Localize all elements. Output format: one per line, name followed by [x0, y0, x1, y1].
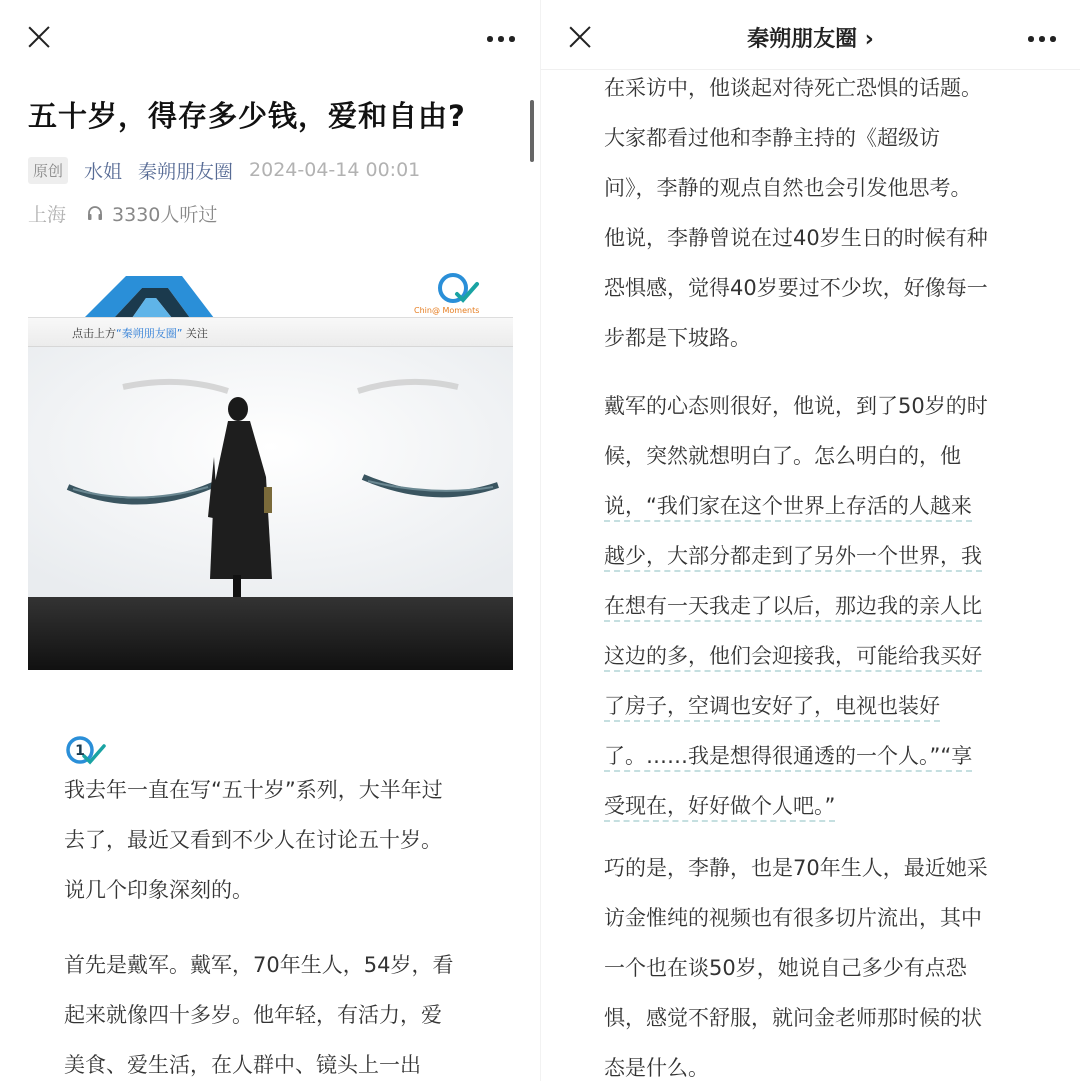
text-line: 美食、爱生活，在人群中、镜头上一出 — [64, 1053, 421, 1077]
scrollbar[interactable] — [530, 100, 534, 162]
quote-text: 了房子，空调也安好了，电视也装好 — [604, 694, 940, 722]
original-badge: 原创 — [28, 157, 68, 184]
article-meta — [28, 155, 420, 185]
publish-date: 2024-04-14 00:01 — [249, 159, 421, 181]
quote-text: 在想有一天我走了以后，那边我的亲人比 — [604, 594, 982, 622]
svg-text:1: 1 — [75, 743, 85, 759]
text-line: 他说，李静曾说在过40岁生日的时候有种 — [604, 226, 988, 250]
text-line: 恐惧感，觉得40岁要过不少坎，好像每一 — [604, 276, 988, 300]
paragraph — [64, 765, 443, 915]
paragraph — [604, 381, 988, 831]
location: 上海 — [28, 203, 67, 226]
text-line: 大家都看过他和李静主持的《超级访 — [604, 126, 940, 150]
paragraph — [604, 843, 988, 1081]
text-line: 首先是戴军。戴军，70年生人，54岁，看 — [64, 953, 454, 977]
cover-photo — [28, 347, 513, 670]
paragraph — [64, 940, 453, 1081]
close-icon[interactable] — [26, 24, 52, 50]
text-line: 态是什么。 — [604, 1056, 709, 1080]
text-line: 一个也在谈50岁，她说自己多少有点恐 — [604, 956, 967, 980]
text-line — [604, 581, 988, 631]
text-line: 去了，最近又看到不少人在讨论五十岁。 — [64, 828, 442, 852]
article-panel-right — [541, 0, 1080, 1081]
quote-text: 受现在，好好做个人吧。” — [604, 794, 835, 822]
text-line — [604, 681, 988, 731]
text-line: 起来就像四十多岁。他年轻，有活力，爱 — [64, 1003, 442, 1027]
text-line: 戴军的心态则很好，他说，到了50岁的时 — [604, 394, 988, 418]
paragraph — [604, 63, 988, 363]
text-line: 我去年一直在写“五十岁”系列，大半年过 — [64, 778, 443, 802]
text-line — [604, 631, 988, 681]
author-link[interactable]: 水姐 — [84, 160, 123, 183]
more-icon[interactable] — [1028, 36, 1058, 42]
top-bar — [541, 0, 1080, 70]
text-line: 步都是下坡路。 — [604, 326, 751, 350]
listen-count: 3330人听过 — [112, 203, 218, 226]
follow-banner-text: 点击上方“秦朔朋友圈” 关注 — [72, 327, 208, 340]
text-line: 惧，感觉不舒服，就问金老师那时候的状 — [604, 1006, 982, 1030]
follow-banner — [28, 317, 513, 347]
cover-image — [28, 272, 513, 670]
cover-header — [28, 272, 513, 347]
more-icon[interactable] — [487, 36, 517, 42]
section-number-icon — [64, 734, 108, 766]
account-link[interactable]: 秦朔朋友圈 — [138, 160, 234, 183]
text-line: 问》，李静的观点自然也会引发他思考。 — [604, 176, 972, 200]
text-line: 在采访中，他谈起对待死亡恐惧的话题。 — [604, 76, 982, 100]
text-line — [604, 481, 988, 531]
logo-text: Chin@ Moments — [414, 306, 480, 315]
text-line — [604, 531, 988, 581]
logo-icon — [433, 272, 481, 308]
headphone-icon — [86, 204, 104, 222]
article-title: 五十岁，得存多少钱，爱和自由? — [28, 99, 466, 133]
top-bar — [0, 0, 540, 70]
logo-roof-icon — [84, 274, 214, 318]
quote-text: 说，“我们家在这个世界上存活的人越来 — [604, 494, 972, 522]
text-line — [604, 781, 988, 831]
quote-text: 这边的多，他们会迎接我，可能给我买好 — [604, 644, 982, 672]
quote-text: 越少，大部分都走到了另外一个世界，我 — [604, 544, 982, 572]
article-meta-secondary — [28, 198, 217, 228]
text-line: 访金惟纯的视频也有很多切片流出，其中 — [604, 906, 982, 930]
account-title-link[interactable]: 秦朔朋友圈 › — [747, 27, 874, 52]
text-line — [604, 731, 988, 781]
quote-text: 了。……我是想得很通透的一个人。”“享 — [604, 744, 972, 772]
text-line: 候，突然就想明白了。怎么明白的，他 — [604, 444, 961, 468]
text-line: 巧的是，李静，也是70年生人，最近她采 — [604, 856, 988, 880]
text-line: 说几个印象深刻的。 — [64, 878, 253, 902]
